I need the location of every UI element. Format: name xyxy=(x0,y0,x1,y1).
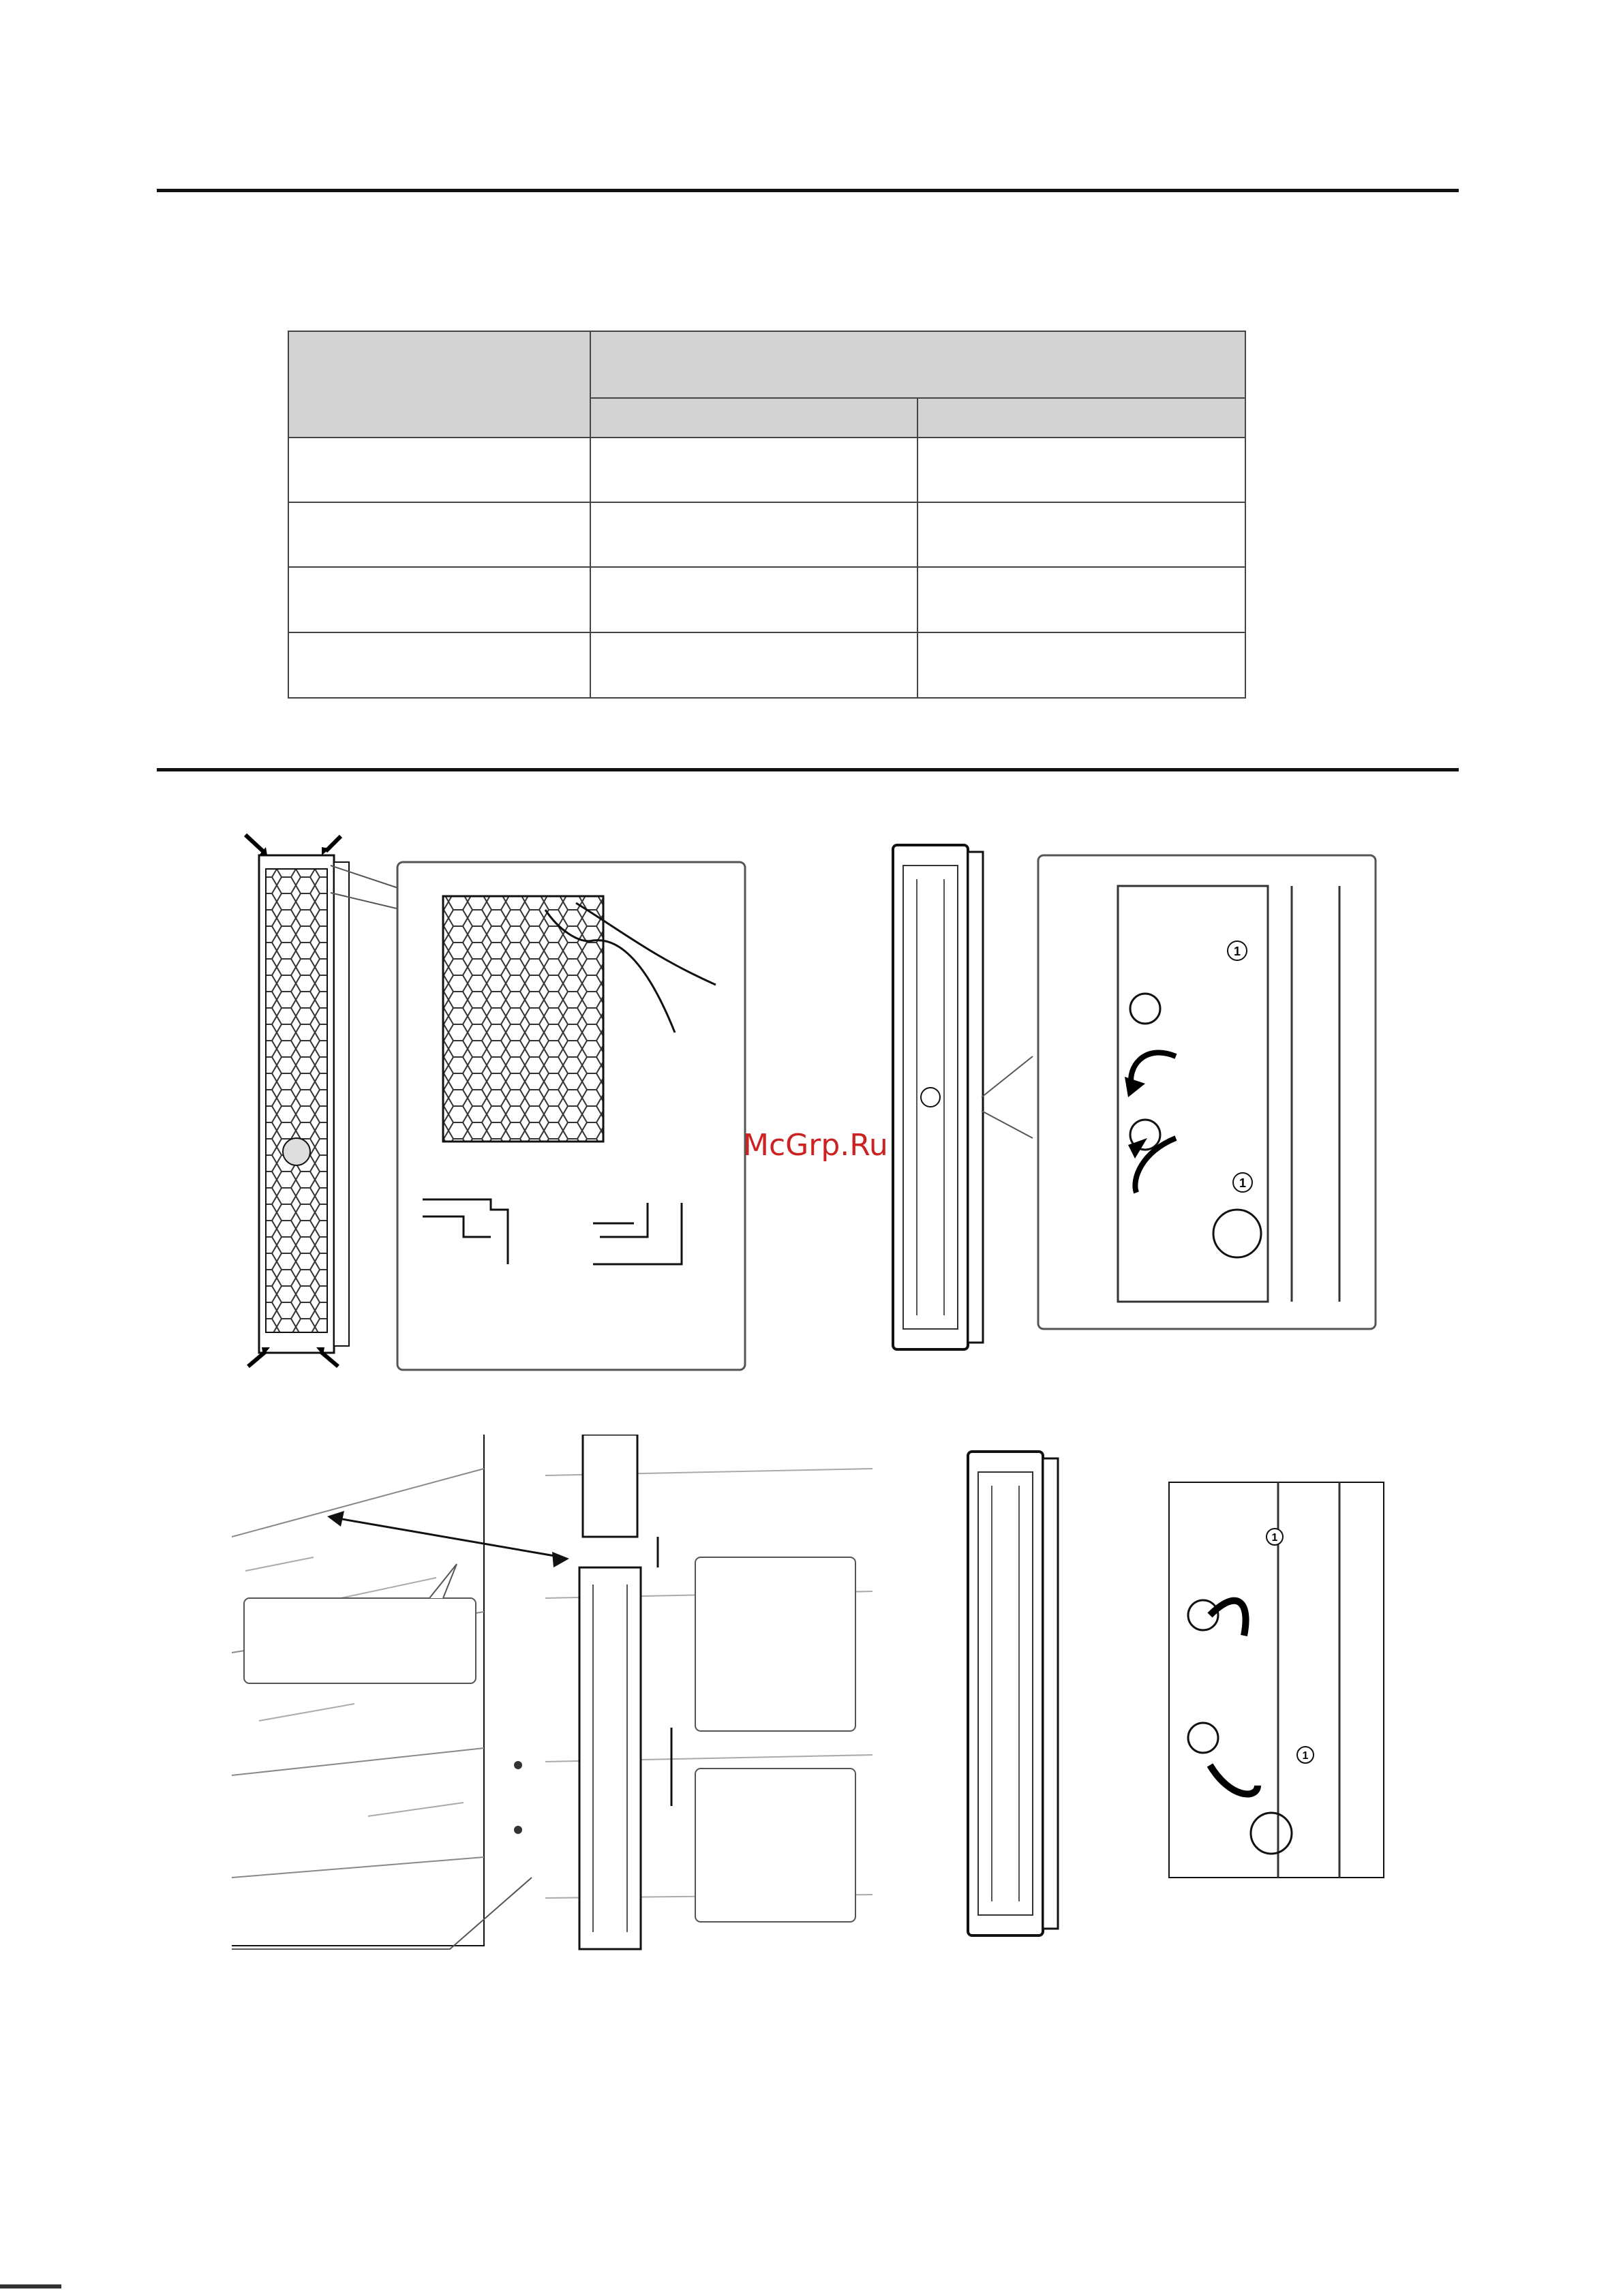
callout-step-number: 1 xyxy=(1233,945,1241,958)
table-subheader-cell xyxy=(917,398,1245,438)
callout-step-number: 1 xyxy=(1271,1532,1278,1544)
frame-locked-figure xyxy=(958,1445,1394,1949)
wall-mount-figure xyxy=(232,1435,873,1980)
callout-step-number: 1 xyxy=(1239,1176,1247,1190)
footer-mark xyxy=(0,2284,61,2289)
table-row xyxy=(288,632,1245,698)
frame-lever-figure xyxy=(883,838,1387,1370)
spec-table xyxy=(288,331,1246,699)
table-subheader-cell xyxy=(590,398,917,438)
table-header-cell xyxy=(288,331,590,438)
watermark-text: McGrp.Ru xyxy=(743,1128,888,1163)
top-section-rule xyxy=(157,189,1459,192)
callout-step-number: 1 xyxy=(1302,1750,1309,1762)
table-row xyxy=(288,567,1245,632)
grille-removal-figure xyxy=(239,828,750,1387)
mid-section-rule xyxy=(157,768,1459,771)
table-row xyxy=(288,502,1245,567)
table-row xyxy=(288,438,1245,502)
table-header-cell xyxy=(590,331,1245,398)
